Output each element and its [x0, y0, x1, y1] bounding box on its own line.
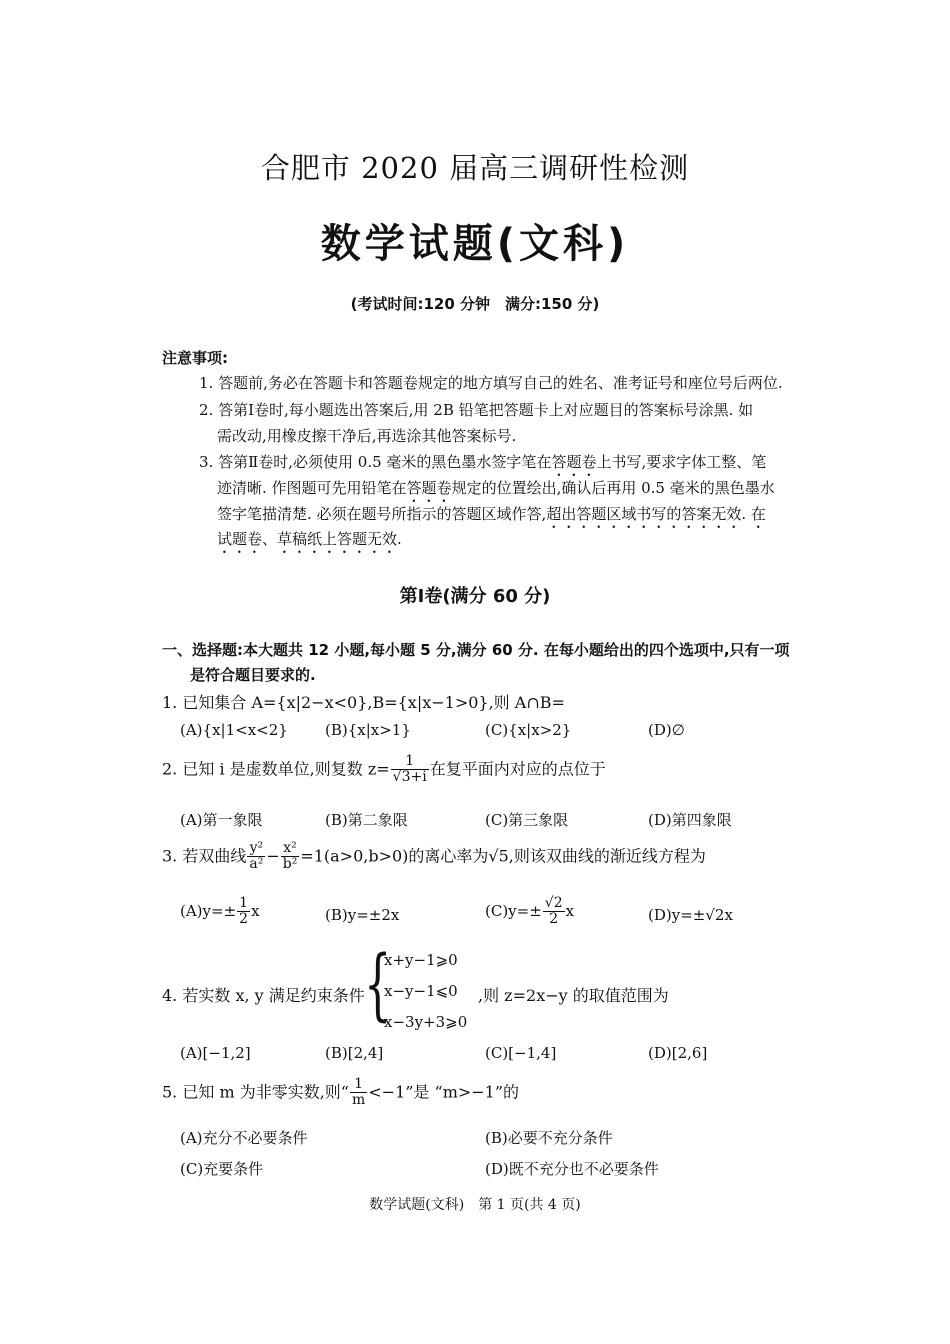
q5-stem-text: 5. 已知 m 为非零实数,则“: [162, 1082, 349, 1102]
emphasis-text: 答题卷: [551, 453, 597, 471]
q2-fraction-numerator: 1: [391, 754, 429, 770]
section-title: 第Ⅰ卷(满分 60 分): [399, 586, 551, 607]
school-title: 合肥市 2020 届高三调研性检测: [260, 151, 690, 185]
q3-option-c-denominator: 2: [549, 911, 559, 928]
q2-option-a: (A)第一象限: [180, 811, 263, 829]
note-text: 签字笔描清楚. 必须在题号所指示的答题区域作答,: [217, 505, 547, 523]
emphasis-text: 试题卷、草稿纸上答题无效: [217, 530, 398, 548]
note-item-1: 1. 答题前,务必在答题卡和答题卷规定的地方填写自己的姓名、准考证号和座位号后两位.: [199, 374, 783, 392]
exam-info: (考试时间:120 分钟 满分:150 分): [350, 295, 600, 313]
emphasis-text: 超出答题区域书写的答案无效. 在: [546, 505, 766, 523]
q1-option-c: (C){x|x>2}: [485, 721, 572, 739]
q3-option-a-var: x: [251, 901, 260, 920]
page-footer: 数学试题(文科) 第 1 页(共 4 页): [369, 1197, 581, 1213]
question-2-stem: [162, 754, 606, 786]
note-item-2-line-2: 需改动,用橡皮擦干净后,再选涂其他答案标号.: [217, 427, 517, 445]
note-text: 3. 答第Ⅱ卷时,必须使用 0.5 毫米的黑色墨水签字笔在: [199, 453, 552, 471]
q3-option-b: (B)y=±2x: [325, 906, 400, 924]
q3-option-c-numerator: √2: [544, 895, 563, 911]
q1-option-d: (D)∅: [648, 721, 685, 739]
question-5-stem: [162, 1077, 519, 1109]
q3-fraction-1: [247, 841, 265, 873]
q4-brace: {: [364, 940, 392, 1030]
q4-option-c: (C)[−1,4]: [485, 1044, 557, 1062]
note-text: 规定的位置绘出,确认后再用 0.5 毫米的黑色墨水: [451, 479, 775, 497]
q2-option-c: (C)第三象限: [485, 811, 569, 829]
q4-constraint-1: x+y−1⩾0: [384, 951, 458, 969]
note-item-3-line-2: [217, 477, 775, 506]
q4-constraint-3: x−3y+3⩾0: [384, 1013, 468, 1031]
q4-constraint-2: x−y−1⩽0: [384, 982, 458, 1000]
notes-heading: 注意事项:: [162, 349, 228, 367]
q3-option-a-denominator: 2: [239, 911, 249, 928]
q3-option-a-numerator: 1: [239, 895, 249, 911]
note-text: 上书写,要求字体工整、笔: [596, 453, 767, 471]
q4-option-b: (B)[2,4]: [325, 1044, 384, 1062]
q5-option-c: (C)充要条件: [180, 1160, 264, 1178]
q3-option-c-var: x: [565, 901, 575, 920]
q3-fraction-1-numerator: y²: [247, 841, 265, 857]
q2-fraction-denominator: √3+i: [392, 769, 427, 786]
subject-title: 数学试题(文科): [320, 221, 630, 267]
question-1-stem: 1. 已知集合 A={x|2−x<0},B={x|x−1>0},则 A∩B=: [162, 693, 565, 712]
q3-option-c-fraction: [543, 896, 565, 928]
note-item-3-line-4: [217, 528, 402, 557]
section-instructions-line-1: 一、选择题:本大题共 12 小题,每小题 5 分,满分 60 分. 在每小题给出的四个选项中,只有一项: [162, 641, 790, 659]
q3-fraction-2: [281, 841, 300, 873]
note-item-3-line-1: [199, 451, 766, 480]
q3-minus: −: [266, 846, 280, 866]
q1-option-a: (A){x|1<x<2}: [180, 721, 288, 739]
q4-stem-text-2: ,则 z=2x−y 的取值范围为: [478, 986, 669, 1005]
q5-option-b: (B)必要不充分条件: [485, 1129, 613, 1147]
q5-option-d: (D)既不充分也不必要条件: [485, 1160, 659, 1178]
q4-option-d: (D)[2,6]: [648, 1044, 708, 1062]
q3-fraction-2-numerator: x²: [281, 841, 300, 857]
q2-option-b: (B)第二象限: [325, 811, 408, 829]
q5-option-a: (A)充分不必要条件: [180, 1129, 308, 1147]
q2-stem-text: 2. 已知 i 是虚数单位,则复数 z=: [162, 759, 390, 779]
emphasis-text: 答题卷: [406, 479, 452, 497]
q3-option-a: [180, 896, 260, 928]
note-text: 迹清晰. 作图题可先用铅笔在: [217, 479, 407, 497]
q4-option-a: (A)[−1,2]: [180, 1044, 251, 1062]
q3-stem-text: 3. 若双曲线: [162, 846, 247, 866]
q3-option-a-fraction: [237, 896, 250, 928]
note-item-2-line-1: 2. 答第Ⅰ卷时,每小题选出答案后,用 2B 铅笔把答题卡上对应题目的答案标号涂黑. 如: [199, 401, 754, 419]
q2-option-d: (D)第四象限: [648, 811, 732, 829]
section-instructions-line-2: 是符合题目要求的.: [190, 666, 316, 684]
q2-stem-text: 在复平面内对应的点位于: [429, 759, 606, 779]
q5-fraction: [350, 1077, 367, 1109]
note-text: .: [397, 530, 402, 548]
q4-stem-text: 4. 若实数 x, y 满足约束条件: [162, 986, 365, 1005]
q5-fraction-denominator: m: [351, 1092, 366, 1109]
q3-option-d: (D)y=±√2x: [648, 906, 733, 924]
q3-stem-text: =1(a>0,b>0)的离心率为√5,则该双曲线的渐近线方程为: [300, 846, 706, 866]
q3-option-a-text: (A)y=±: [180, 901, 237, 920]
q3-fraction-2-denominator: b²: [282, 856, 298, 873]
q2-fraction: [391, 754, 429, 786]
q3-option-c: [485, 896, 574, 928]
q3-option-c-text: (C)y=±: [485, 901, 542, 920]
question-3-stem: [162, 841, 706, 873]
q3-fraction-1-denominator: a²: [249, 856, 264, 873]
q1-option-b: (B){x|x>1}: [325, 721, 411, 739]
q5-fraction-numerator: 1: [350, 1077, 367, 1093]
q5-stem-text: <−1”是 “m>−1”的: [368, 1082, 520, 1102]
